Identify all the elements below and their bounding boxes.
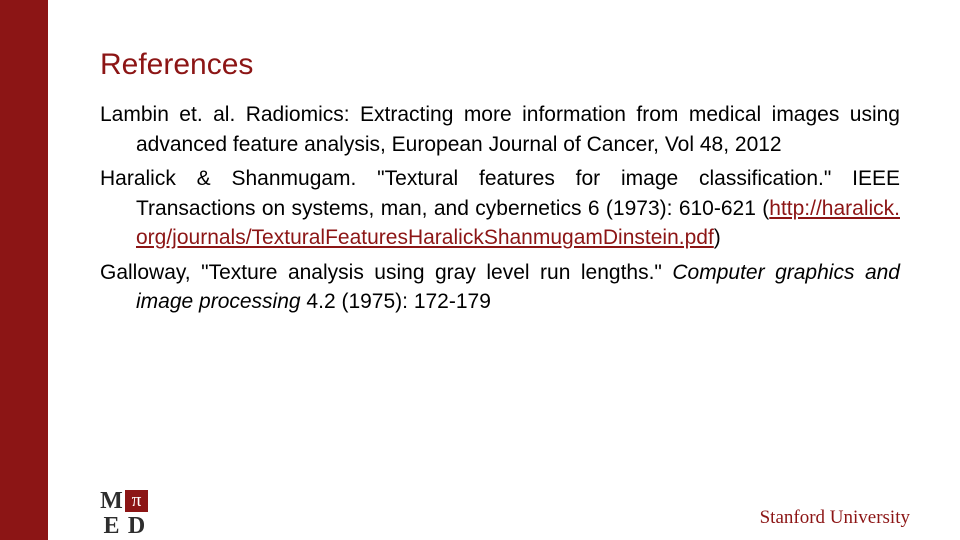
logo-pi-tile: π — [125, 490, 148, 512]
journal-title: Computer graphics and image processing — [136, 260, 900, 313]
reference-text: Galloway, "Texture analysis using gray level run lengths." — [100, 260, 673, 284]
sidebar-accent-bar — [0, 0, 48, 540]
mipied-logo — [100, 490, 150, 540]
reference-item-haralick — [100, 164, 900, 253]
reference-item-lambin: Lambin et. al. Radiomics: Extracting more information from medical images using advanced feature analysis, European Journal of Cancer, Vol 48, 2012 — [100, 103, 900, 156]
logo-letter-e: E — [103, 513, 120, 539]
reference-text: Haralick & Shanmugam. "Textural features for image classification." IEEE Transactions on systems, man, and cybernetics 6 (1973): 610-621 ( — [100, 167, 900, 220]
logo-letter-d: D — [127, 513, 146, 539]
slide-title: References — [100, 48, 254, 81]
reference-item-galloway — [100, 258, 900, 317]
reference-text: ) — [713, 226, 721, 249]
reference-link[interactable]: http://haralick.org/journals/TexturalFeaturesHaralickShanmugamDinstein.pdf — [136, 196, 900, 249]
institution-wordmark: Stanford University — [759, 507, 910, 528]
reference-list — [100, 100, 900, 322]
reference-text: 4.2 (1975): 172-179 — [300, 290, 491, 313]
logo-letter-m: M — [100, 488, 123, 514]
